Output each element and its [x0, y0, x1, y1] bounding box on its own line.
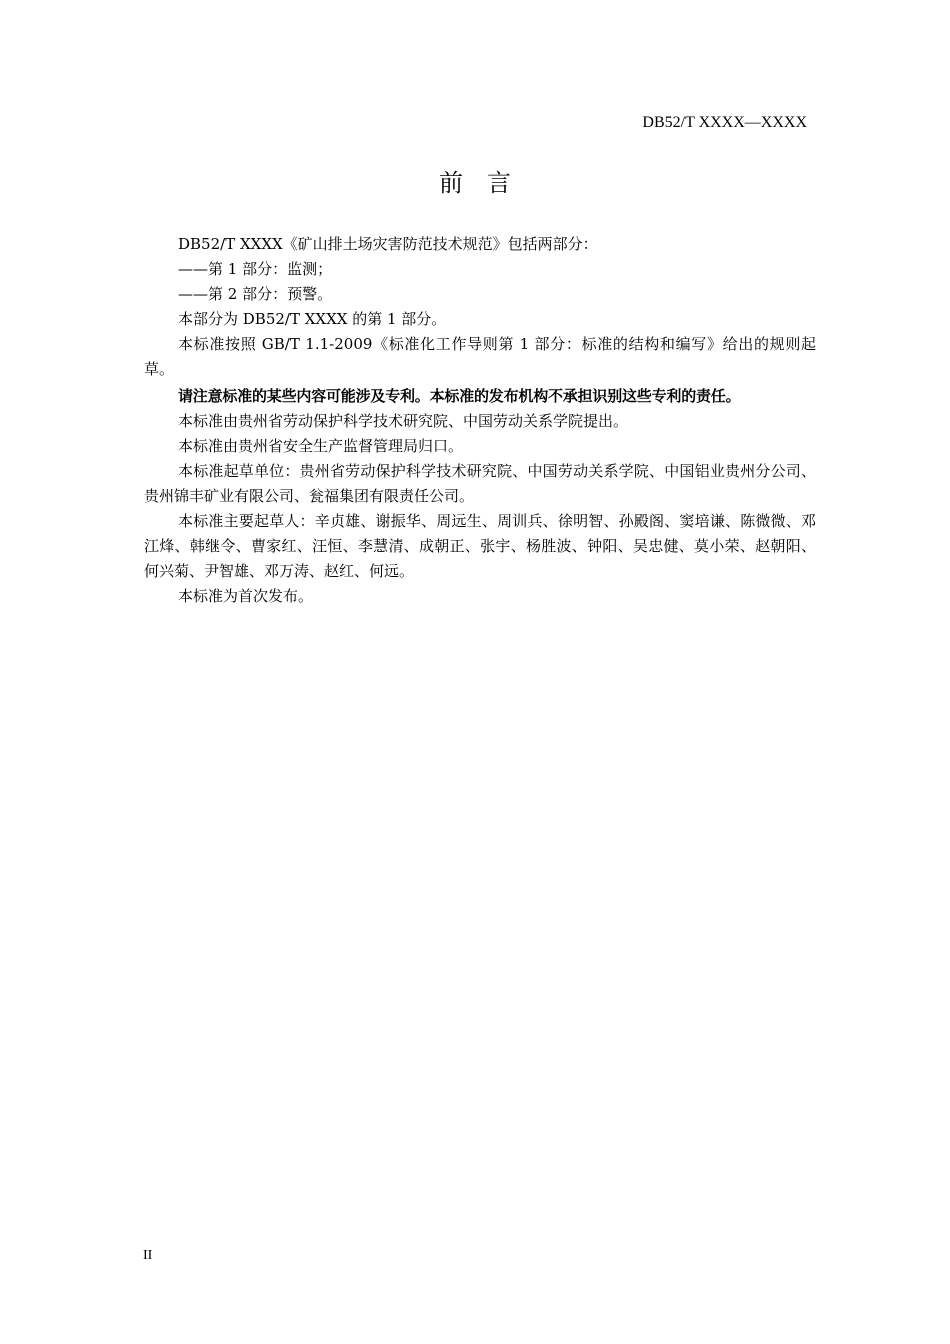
paragraph-part-1: ——第 1 部分：监测；	[178, 260, 333, 278]
standard-code: DB52/T XXXX—XXXX	[642, 114, 807, 131]
paragraph-part-2: ——第 2 部分：预警。	[178, 285, 333, 303]
paragraph-drafting-units: 本标准起草单位：贵州省劳动保护科学技术研究院、中国劳动关系学院、中国铝业贵州分公司、贵州锦丰矿业有限公司、瓮福集团有限责任公司。	[144, 462, 816, 505]
page-title: 前言	[439, 169, 535, 197]
paragraph-first-issue: 本标准为首次发布。	[178, 587, 314, 605]
foreword-body	[144, 232, 816, 609]
paragraph-centralized-by: 本标准由贵州省安全生产监督管理局归口。	[178, 437, 464, 455]
paragraph-drafting-rules: 本标准按照 GB/T 1.1-2009《标准化工作导则第 1 部分：标准的结构和编写》给出的规则起草。	[144, 335, 816, 378]
paragraph-scope: DB52/T XXXX《矿山排土场灾害防范技术规范》包括两部分：	[178, 235, 598, 253]
paragraph-drafters: 本标准主要起草人：辛贞雄、谢振华、周远生、周训兵、徐明智、孙殿阁、窦培谦、陈微微、邓江烽、韩继令、曹家红、汪恒、李慧清、成朝正、张宇、杨胜波、钟阳、吴忠健、莫小荣、赵朝阳、何兴菊、尹智雄、邓万涛、赵红、何远。	[144, 512, 816, 580]
patent-notice: 请注意标准的某些内容可能涉及专利。本标准的发布机构不承担识别这些专利的责任。	[178, 387, 741, 405]
paragraph-proposed-by: 本标准由贵州省劳动保护科学技术研究院、中国劳动关系学院提出。	[178, 412, 629, 430]
page-number: II	[143, 1248, 153, 1263]
paragraph-this-part: 本部分为 DB52/T XXXX 的第 1 部分。	[178, 310, 447, 328]
